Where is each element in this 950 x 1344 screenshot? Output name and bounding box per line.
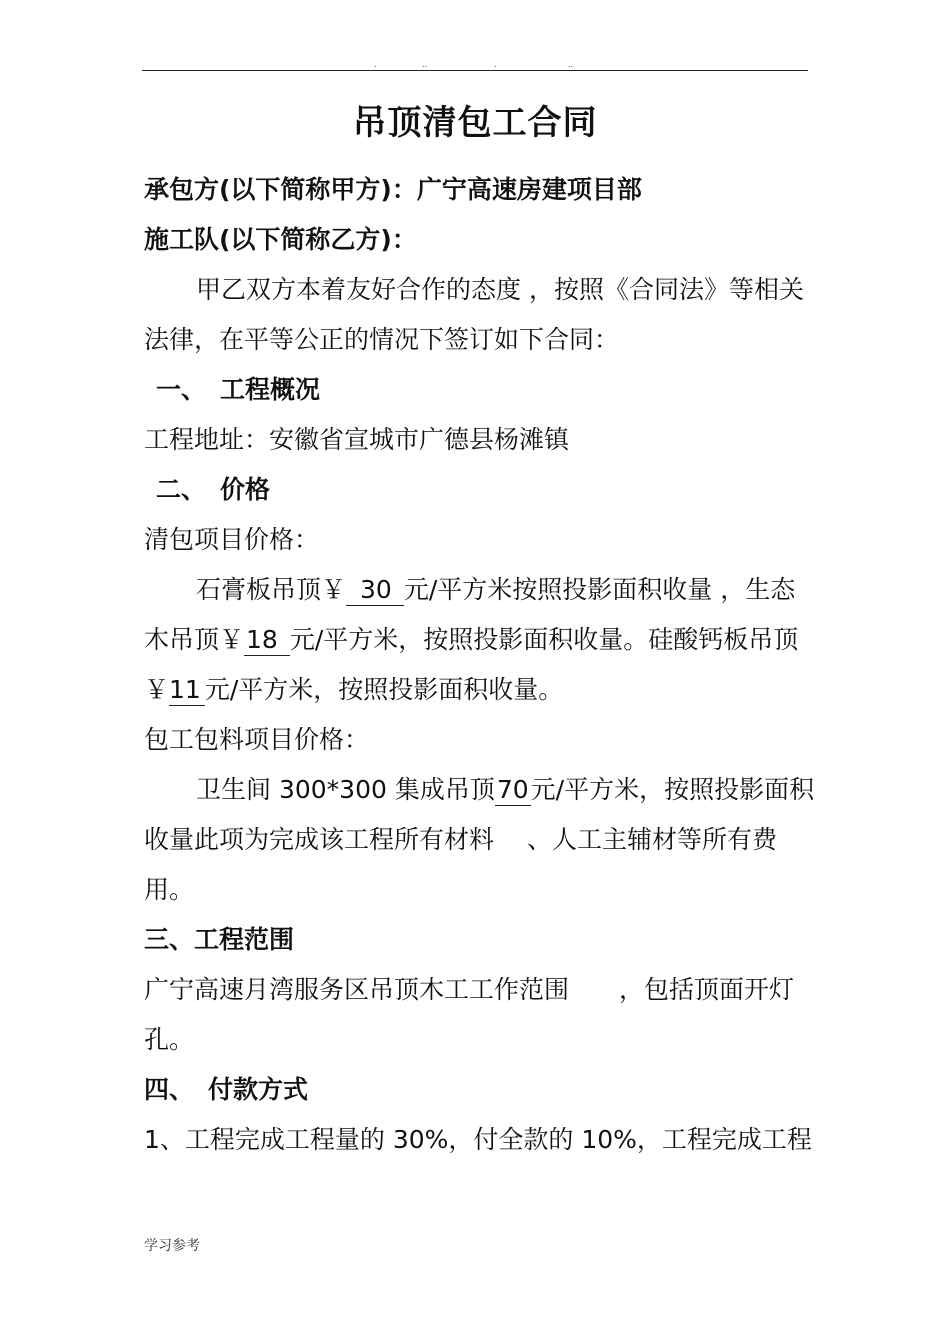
silicate-price-value: 11 xyxy=(169,675,205,706)
bathroom-price-value: 70 xyxy=(496,775,529,804)
silicate-suffix: 元/平方米，按照投影面积收量。 xyxy=(204,675,564,704)
gypsum-prefix: 石膏板吊顶￥ xyxy=(196,575,347,604)
section-1-title: 工程概况 xyxy=(220,375,321,404)
scope-line-2: 孔。 xyxy=(144,1025,195,1054)
gypsum-price-value: 30 xyxy=(346,575,404,606)
bathroom-price-line xyxy=(196,775,814,806)
header-dot: . xyxy=(494,60,497,69)
section-2-heading xyxy=(156,475,270,505)
wood-prefix: 木吊顶￥ xyxy=(144,625,245,654)
project-address: 工程地址：安徽省宣城市广德县杨滩镇 xyxy=(144,425,570,454)
gypsum-suffix: 元/平方米按照投影面积收量 ，生态 xyxy=(403,575,796,604)
bathroom-suffix: 元/平方米，按照投影面积 xyxy=(530,775,815,804)
bathroom-prefix: 卫生间 300*300 集成吊顶 xyxy=(196,775,495,804)
section-4-number: 四、 xyxy=(144,1075,195,1104)
intro-line-2: 法律，在平等公正的情况下签订如下合同： xyxy=(144,325,620,354)
section-2-title: 价格 xyxy=(220,475,271,504)
section-3-heading: 三、工程范围 xyxy=(144,925,295,954)
labor-material-label: 包工包料项目价格： xyxy=(144,725,370,754)
scope-line-1: 广宁高速月湾服务区吊顶木工工作范围 ，包括顶面开灯 xyxy=(144,975,795,1004)
silicate-price-line xyxy=(144,675,563,706)
payment-line-1: 1、工程完成工程量的 30%，付全款的 10%，工程完成工程 xyxy=(144,1125,812,1154)
header-dot: .. xyxy=(568,60,574,69)
bathroom-line-3: 用。 xyxy=(144,875,195,904)
wood-suffix: 元/平方米，按照投影面积收量。硅酸钙板吊顶 xyxy=(289,625,799,654)
party-a-line: 承包方(以下简称甲方)：广宁高速房建项目部 xyxy=(144,175,642,204)
section-2-number: 二、 xyxy=(156,475,207,504)
section-1-number: 一、 xyxy=(156,375,207,404)
header-dot: . xyxy=(374,60,377,69)
wood-price-line xyxy=(144,625,798,656)
gypsum-price-line xyxy=(196,575,795,606)
intro-line-1: 甲乙双方本着友好合作的态度 ，按照《合同法》等相关 xyxy=(196,275,804,304)
header-dots xyxy=(370,60,580,70)
labor-only-label: 清包项目价格： xyxy=(144,525,320,554)
header-rule xyxy=(142,70,808,71)
silicate-prefix: ￥ xyxy=(144,675,170,704)
bathroom-line-2: 收量此项为完成该工程所有材料 、人工主辅材等所有费 xyxy=(144,825,777,854)
section-1-heading xyxy=(156,375,320,405)
wood-price-value: 18 xyxy=(244,625,290,656)
section-4-heading xyxy=(144,1075,308,1105)
header-dot: .. xyxy=(422,60,428,69)
document-title: 吊顶清包工合同 xyxy=(352,103,598,143)
section-4-title: 付款方式 xyxy=(208,1075,309,1104)
page-footer: 学习参考 xyxy=(144,1238,200,1254)
party-b-line: 施工队(以下简称乙方)： xyxy=(144,225,417,254)
